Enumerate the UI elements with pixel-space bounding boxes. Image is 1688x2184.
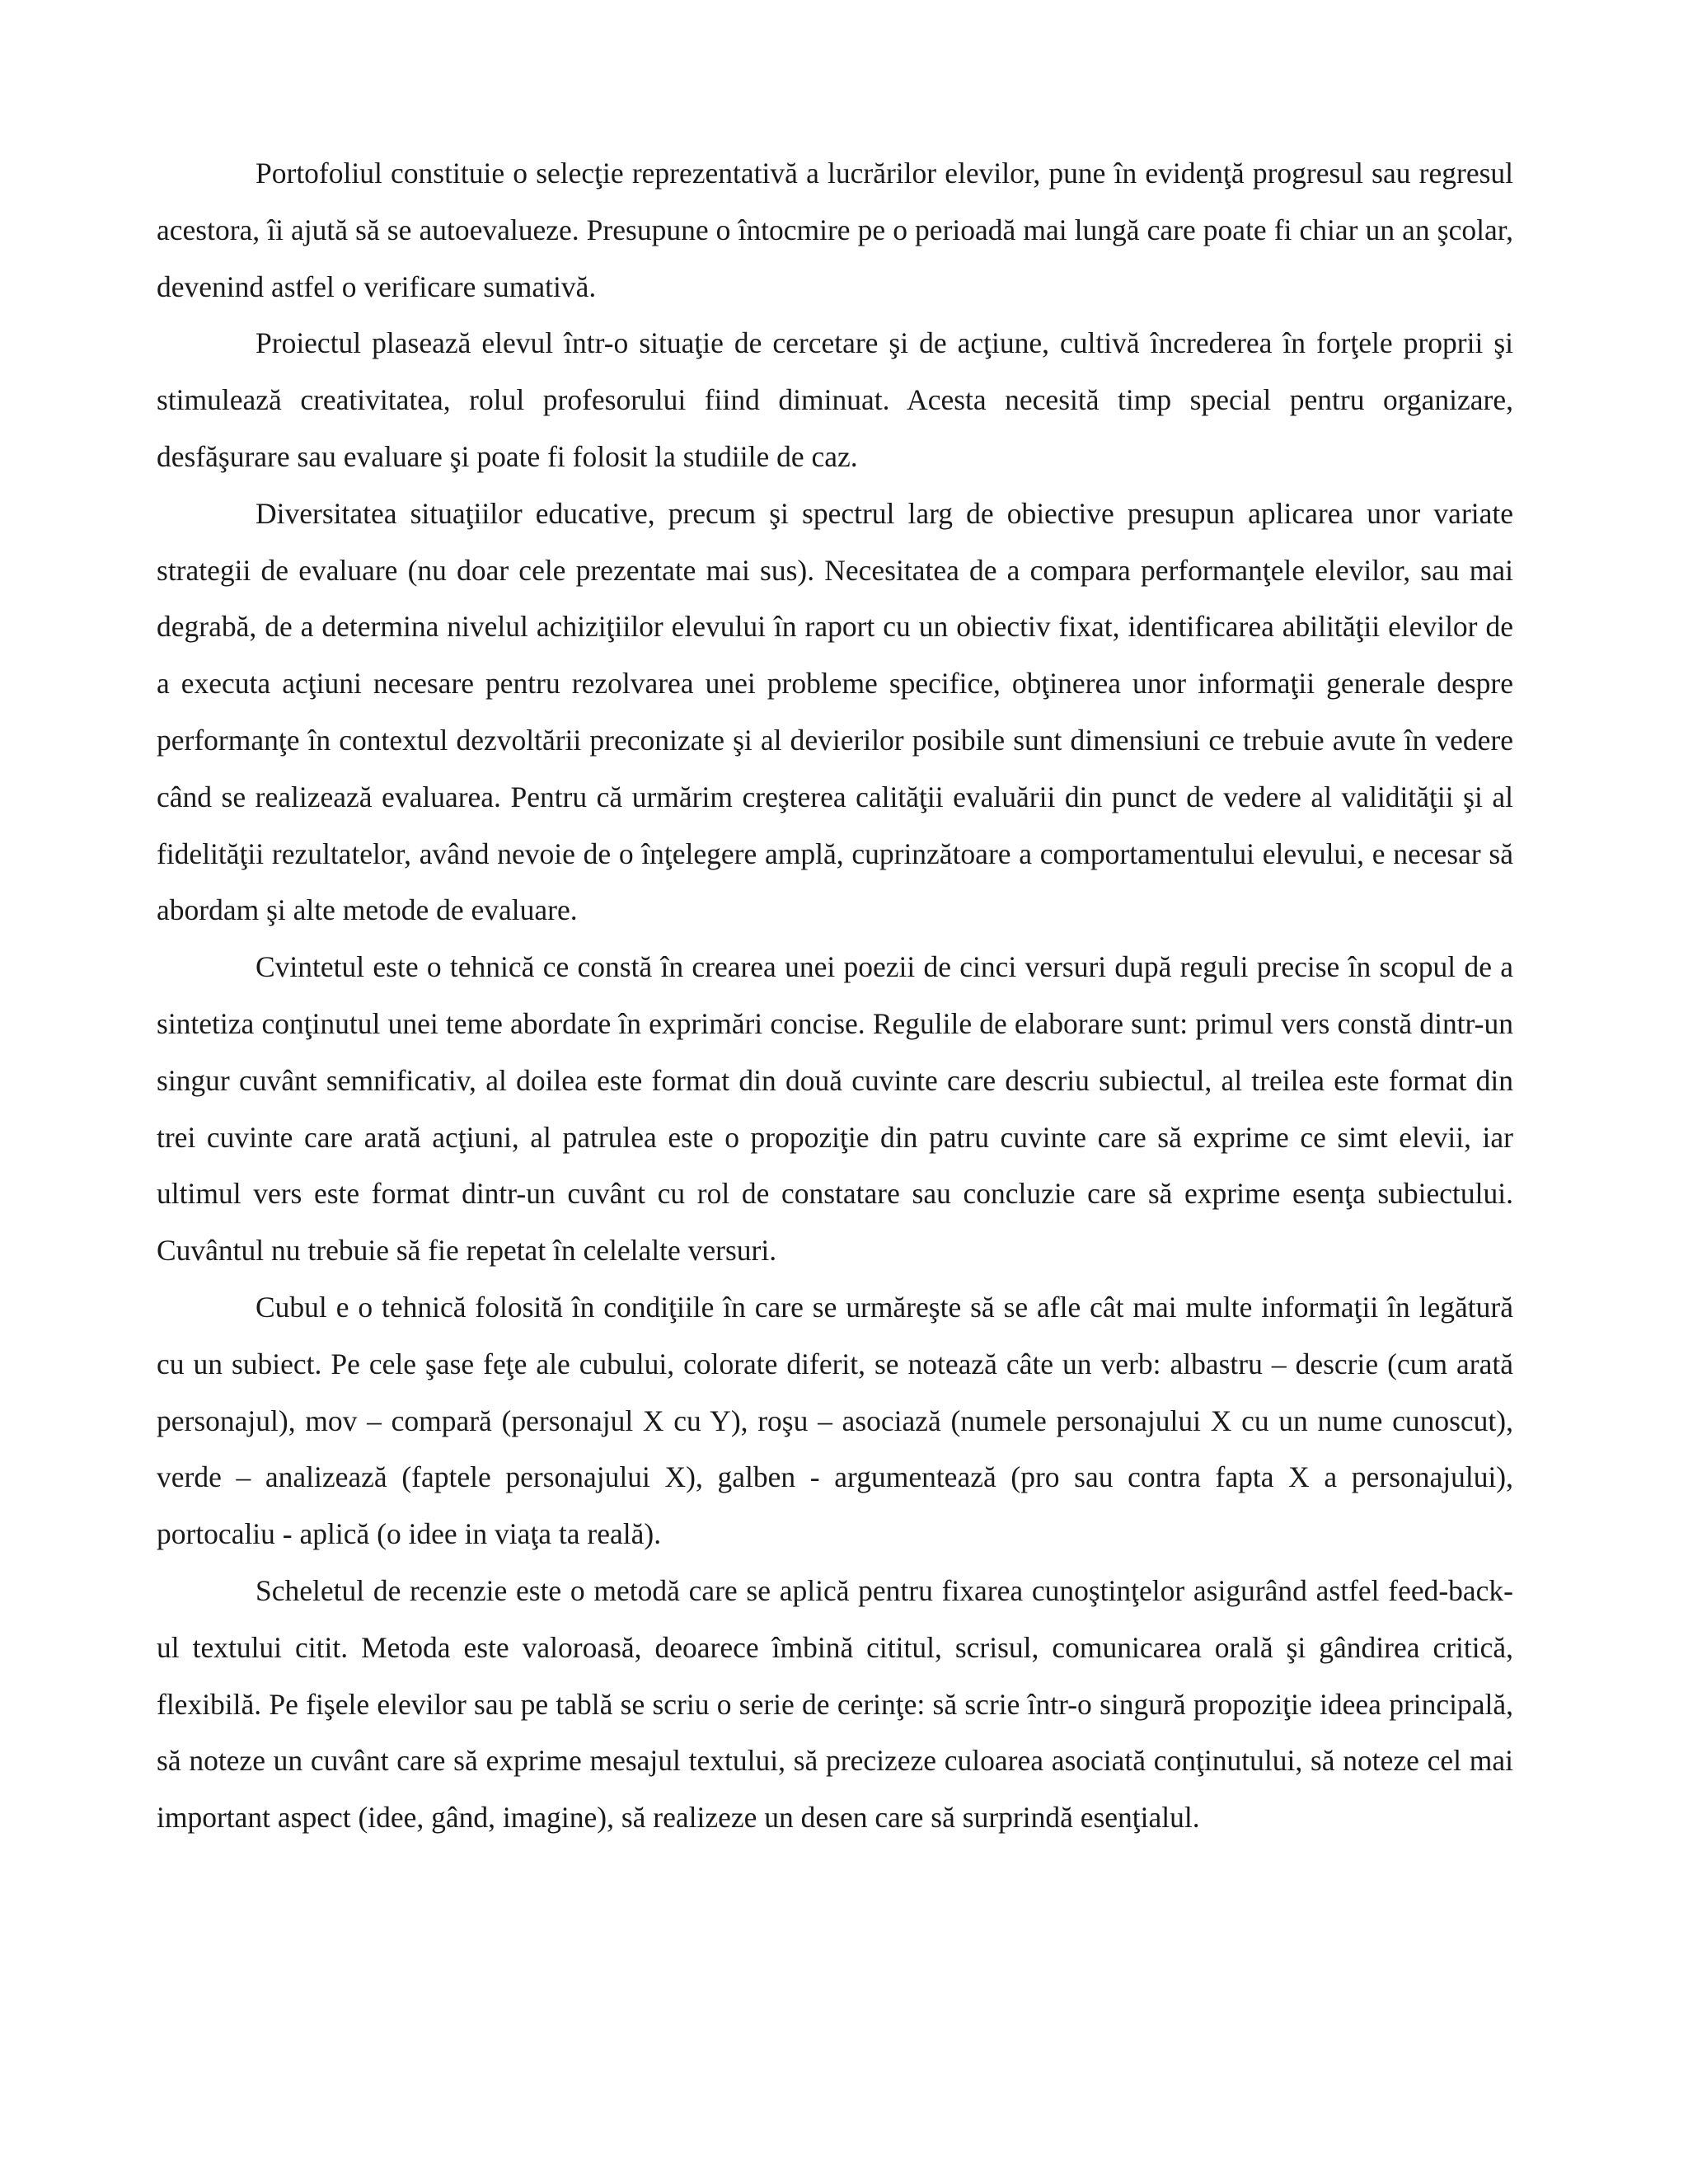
- paragraph-cubul: Cubul e o tehnică folosită în condiţiile în care se urmăreşte să se afle cât mai multe informaţii în legătură cu un subiect. Pe cele şase feţe ale cubului, colorate diferit, se notează câte un verb: albastru – descrie (cum arată personajul), mov – compară (personajul X cu Y), roşu – asociază (numele personajului X cu un nume cunoscut), verde – analizează (faptele personajului X), galben - argumentează (pro sau contra fapta X a personajului), portocaliu - aplică (o idee in viaţa ta reală).: [157, 1290, 1513, 1551]
- paragraph-scheletul: Scheletul de recenzie este o metodă care se aplică pentru fixarea cunoştinţelor asigurând astfel feed-back-ul textului citit. Metoda este valoroasă, deoarece îmbină cititul, scrisul, comunicarea orală şi gândirea critică, flexibilă. Pe fişele elevilor sau pe tablă se scriu o serie de cerinţe: să scrie într-o singură propoziţie ideea principală, să noteze un cuvânt care să exprime mesajul textului, să precizeze culoarea asociată conţinutului, să noteze cel mai important aspect (idee, gând, imagine), să realizeze un desen care să surprindă esenţialul.: [157, 1573, 1513, 1835]
- paragraph-portofoliul: Portofoliul constituie o selecţie reprezentativă a lucrărilor elevilor, pune în evidenţă progresul sau regresul acestora, îi ajută să se autoevalueze. Presupune o întocmire pe o perioadă mai lungă care poate fi chiar un an şcolar, devenind astfel o verificare sumativă.: [157, 157, 1513, 303]
- paragraph-proiectul: Proiectul plasează elevul într-o situaţie de cercetare şi de acţiune, cultivă încrederea în forţele proprii şi stimulează creativitatea, rolul profesorului fiind diminuat. Acesta necesită timp special pentru organizare, desfăşurare sau evaluare şi poate fi folosit la studiile de caz.: [157, 326, 1513, 473]
- document-body: [157, 145, 1513, 1846]
- paragraph-cvintetul: Cvintetul este o tehnică ce constă în crearea unei poezii de cinci versuri după reguli precise în scopul de a sintetiza conţinutul unei teme abordate în exprimări concise. Regulile de elaborare sunt: primul vers constă dintr-un singur cuvânt semnificativ, al doilea este format din două cuvinte care descriu subiectul, al treilea este format din trei cuvinte care arată acţiuni, al patrulea este o propoziţie din patru cuvinte care să exprime ce simt elevii, iar ultimul vers este format dintr-un cuvânt cu rol de constatare sau concluzie care să exprime esenţa subiectului. Cuvântul nu trebuie să fie repetat în celelalte versuri.: [157, 950, 1513, 1268]
- paragraph-diversitatea: Diversitatea situaţiilor educative, precum şi spectrul larg de obiective presupun aplicarea unor variate strategii de evaluare (nu doar cele prezentate mai sus). Necesitatea de a compara performanţele elevilor, sau mai degrabă, de a determina nivelul achiziţiilor elevului în raport cu un obiectiv fixat, identificarea abilităţii elevilor de a executa acţiuni necesare pentru rezolvarea unei probleme specifice, obţinerea unor informaţii generale despre performanţe în contextul dezvoltării preconizate şi al devierilor posibile sunt dimensiuni ce trebuie avute în vedere când se realizează evaluarea. Pentru că urmărim creşterea calităţii evaluării din punct de vedere al validităţii şi al fidelităţii rezultatelor, având nevoie de o înţelegere amplă, cuprinzătoare a comportamentului elevului, e necesar să abordam şi alte metode de evaluare.: [157, 496, 1513, 927]
